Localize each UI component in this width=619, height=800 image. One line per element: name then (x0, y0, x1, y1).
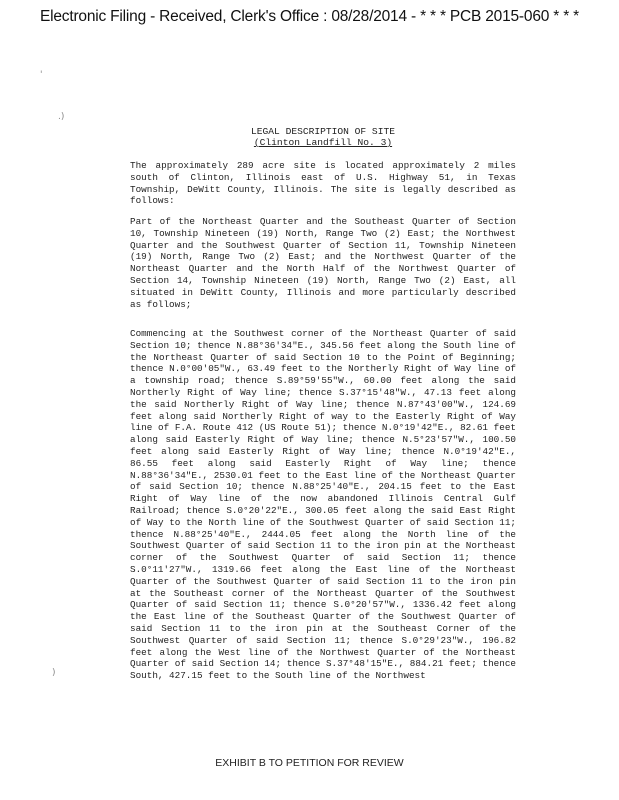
scan-mark: .) (58, 112, 65, 122)
electronic-filing-stamp: Electronic Filing - Received, Clerk's Office : 08/28/2014 - * * * PCB 2015-060 * * * (40, 8, 579, 25)
document-title (130, 126, 516, 148)
scan-mark: ' (40, 70, 43, 80)
metes-bounds-paragraph: Commencing at the Southwest corner of the Northeast Quarter of said Section 10; thence N.88°36'34"E., 345.56 feet along the South line of the Northeast Quarter of said Section 10 to the Point of Beginning; thence N.0°00'05"W., 63.49 feet to the Northerly Right of Way line of a township road; thence S.89°59'55"W., 60.00 feet along the said Northerly Right of Way line; thence S.37°15'48"W., 47.13 feet along the said Northerly Right of Way line; thence N.87°43'00"W., 124.69 feet along said Northerly Right of way to the Easterly Right of Way line of F.A. Route 412 (US Route 51); thence N.0°19'42"E., 82.61 feet along said Easterly Right of Way line; thence N.5°23'57"W., 100.50 feet along said Easterly Right of Way line; thence N.0°19'42"E., 86.55 feet along said Easterly Right of Way line; thence N.88°36'34"E., 2530.01 feet to the East line of the Northeast Quarter of said Section 10; thence N.88°25'40"E., 204.15 feet to the East Right of Way line of the now abandoned Illinois Central Gulf Railroad; thence S.0°20'22"E., 300.05 feet along the said East Right of Way to the North line of the Southwest Quarter of said Section 11; thence N.88°25'40"E., 2444.05 feet along the North line of the Southwest Quarter of said Section 11 to the iron pin at the Northeast corner of the Southwest Quarter of said Section 11; thence S.0°11'27"W., 1319.66 feet along the East line of the Northeast Quarter of the Southwest Quarter of said Section 11 to the iron pin at the Southeast corner of the Northeast Quarter of the Southwest Quarter of said Section 11; thence S.0°20'57"W., 1336.42 feet along the East line of the Southeast Quarter of the Southwest Quarter of said Section 11 to the iron pin at the Southeast Corner of the Southwest Quarter of said Section 11; thence S.0°29'23"W., 196.82 feet along the West line of the Northwest Quarter of the Northeast Quarter of said Section 14; thence S.37°48'15"E., 884.21 feet; thence South, 427.15 feet to the South line of the Northwest (130, 328, 516, 682)
exhibit-footer: EXHIBIT B TO PETITION FOR REVIEW (215, 757, 404, 769)
scan-mark: ) (52, 668, 56, 678)
parcel-paragraph: Part of the Northeast Quarter and the Southeast Quarter of Section 10, Township Nineteen (19) North, Range Two (2) East; the Northwest Quarter and the Southwest Quarter of Section 11, Township Nineteen (19) North, Range Two (2) East; and the Northwest Quarter of the Northeast Quarter and the North Half of the Northwest Quarter of Section 14, Township Nineteen (19) North, Range Two (2) East, all situated in DeWitt County, Illinois and more particularly described as follows; (130, 216, 516, 310)
title-main: LEGAL DESCRIPTION OF SITE (251, 126, 395, 137)
intro-paragraph: The approximately 289 acre site is located approximately 2 miles south of Clinton, Illinois east of U.S. Highway 51, in Texas Township, DeWitt County, Illinois. The site is legally described as follows: (130, 160, 516, 207)
title-sub: (Clinton Landfill No. 3) (253, 137, 393, 148)
